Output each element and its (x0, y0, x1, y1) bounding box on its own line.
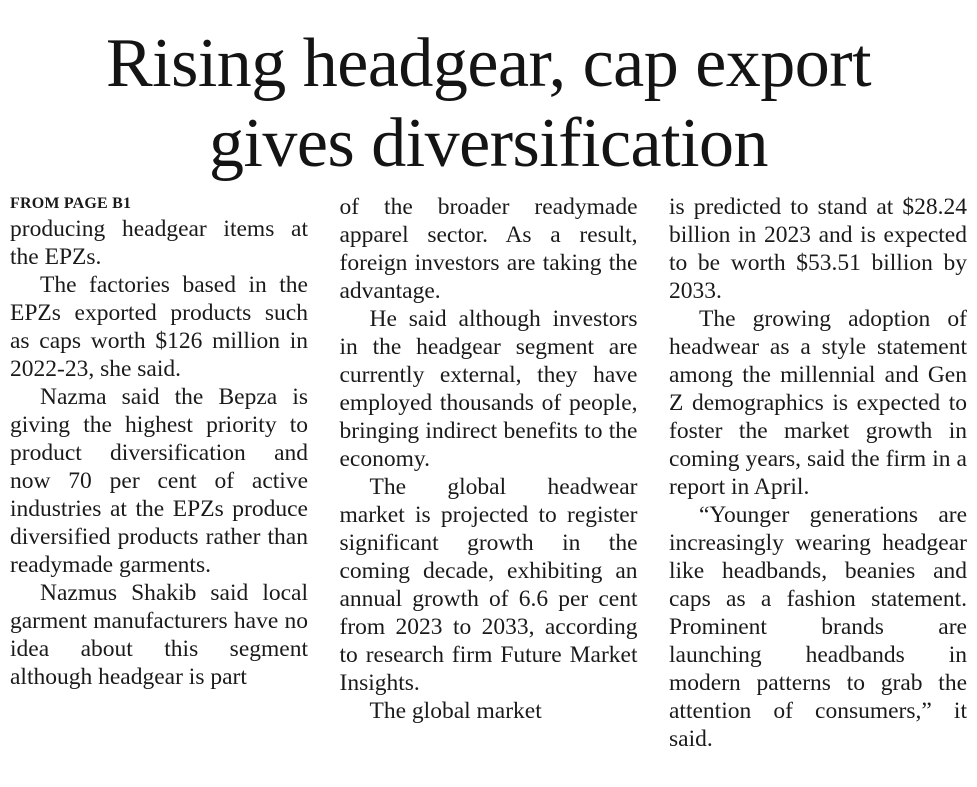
article-column-3 (669, 193, 967, 753)
headline-line-1: Rising headgear, cap export (105, 25, 872, 102)
paragraph: of the broader readymade apparel sector. As a result, foreign investors are taking the advantage. (339, 194, 638, 304)
article-column-1 (10, 193, 308, 753)
paragraph: Nazma said the Bepza is giving the highest priority to product diversification and now 70 per cent of active industries at the EPZs produce diversified products rather than readymade garments. (10, 384, 308, 578)
paragraph: The global headwear market is projected to register significant growth in the coming decade, exhibiting an annual growth of 6.6 per cent from 2023 to 2033, according to research firm Future Market Insights. (339, 474, 638, 696)
paragraph: is predicted to stand at $28.24 billion in 2023 and is expected to be worth $53.51 billion by 2033. (669, 194, 967, 304)
paragraph: The global market (369, 698, 542, 724)
headline (0, 24, 977, 184)
paragraph: producing headgear items at the EPZs. (10, 216, 308, 270)
kicker-from-page: FROM PAGE B1 (10, 195, 132, 212)
paragraph: The factories based in the EPZs exported products such as caps worth $126 million in 2022-23, she said. (10, 272, 308, 382)
paragraph: He said although investors in the headgear segment are currently external, they have employed thousands of people, bringing indirect benefits to the economy. (339, 306, 638, 472)
paragraph: The growing adoption of headwear as a style statement among the millennial and Gen Z demographics is expected to foster the market growth in coming years, said the firm in a report in April. (669, 306, 967, 500)
article-body (10, 193, 967, 753)
paragraph: Nazmus Shakib said local garment manufacturers have no idea about this segment although headgear is part (10, 580, 308, 690)
article-column-2 (340, 193, 638, 753)
paragraph: “Younger generations are increasingly wearing headgear like headbands, beanies and caps as a fashion statement. Prominent brands are launching headbands in modern patterns to grab the attention of consumers,” it said. (669, 502, 967, 752)
headline-line-2: gives diversification (208, 105, 769, 182)
